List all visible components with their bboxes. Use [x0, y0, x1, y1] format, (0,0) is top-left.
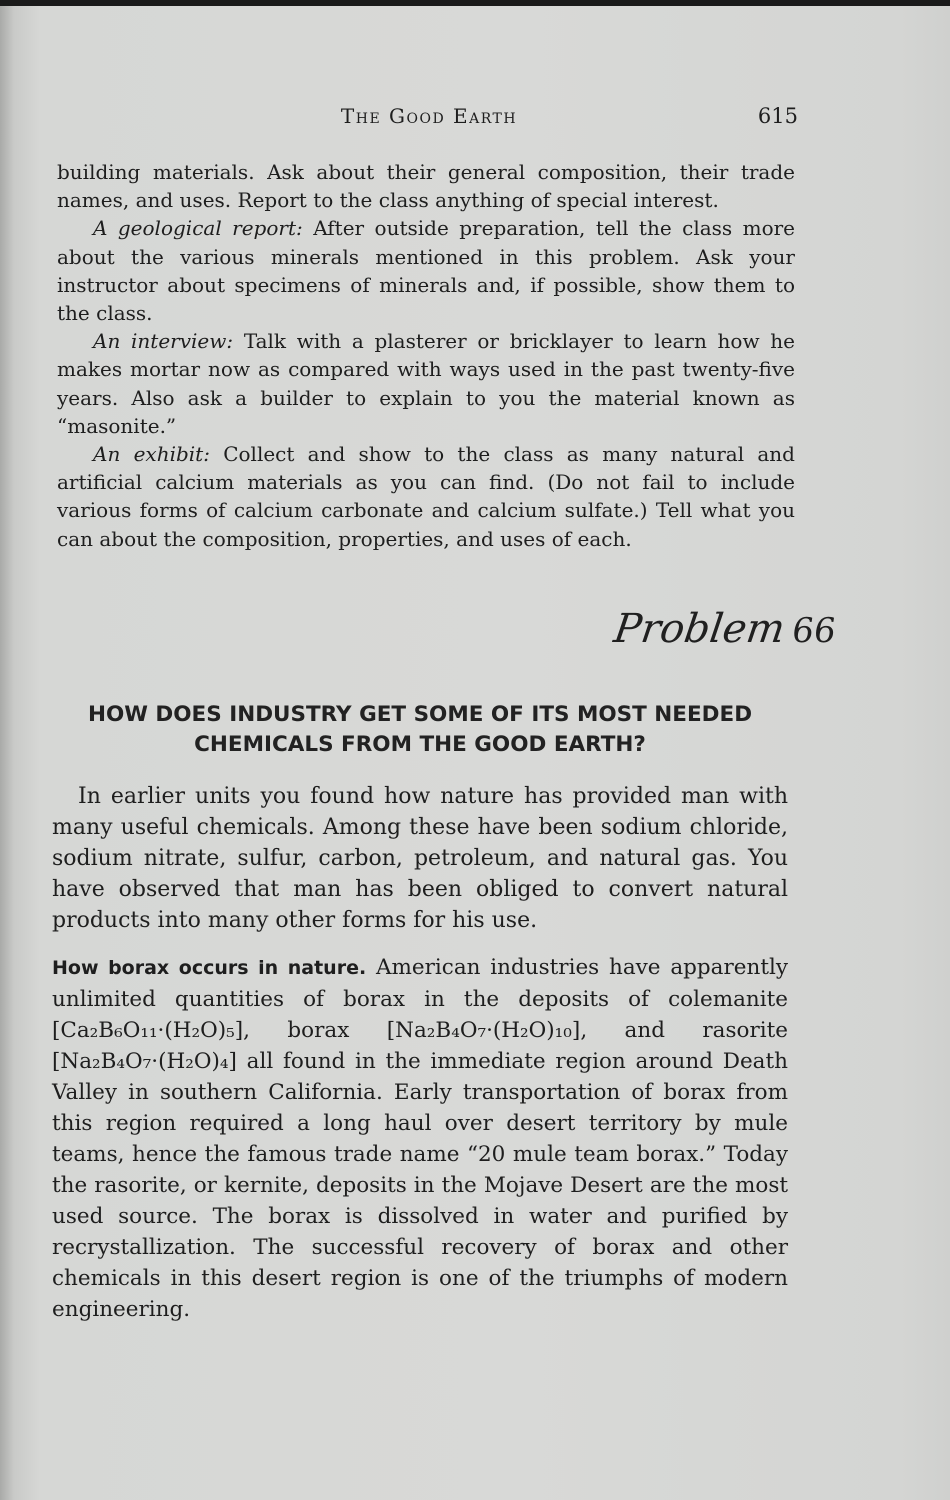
interview-text: Talk with a plasterer or bricklayer to learn how he makes mortar now as compared with ways used in the past twenty-five years. Also ask a builder to explain to you the material known as “masonite.” [57, 329, 795, 438]
intro-block [52, 781, 788, 936]
borax-block [52, 952, 788, 1325]
colemanite-formula: [Ca₂B₆O₁₁·(H₂O)₅] [52, 1018, 244, 1043]
interview-label: An interview: [93, 329, 234, 354]
borax-heading: How borax occurs in nature. [52, 957, 367, 979]
borax-text-1: American industries have apparently unlimited quantities of borax in the deposits of colemanite [52, 955, 788, 1012]
exhibit-para [57, 440, 795, 553]
running-title: The Good Earth [340, 104, 518, 128]
borax-para [52, 952, 788, 1325]
geological-report-text: After outside preparation, tell the class more about the various minerals mentioned in this problem. Ask your instructor about specimens of minerals and, if possible, show them to the class. [57, 216, 796, 326]
exhibit-label: An exhibit: [93, 442, 210, 467]
problem-word: Problem [611, 606, 788, 652]
problem-number: 66 [789, 611, 839, 651]
running-header [60, 100, 798, 132]
problem-label [606, 606, 839, 686]
borax-text-2: , borax [243, 1018, 387, 1043]
interview-para [57, 327, 795, 440]
intro-para: In earlier units you found how nature has provided man with many useful chemicals. Among these have been sodium chloride, sodium nitrate, sulfur, carbon, petroleum, and natural gas. You have observed that man has been obliged to convert natural products into many other forms for his use. [52, 784, 788, 933]
activities-block [57, 158, 795, 553]
geological-report-para [57, 214, 795, 327]
section-title: HOW DOES INDUSTRY GET SOME OF ITS MOST NEEDED CHEMICALS FROM THE GOOD EARTH? [87, 702, 753, 757]
rasorite-formula: [Na₂B₄O₇·(H₂O)₄] [52, 1049, 237, 1074]
activities-para-continued: building materials. Ask about their general composition, their trade names, and uses. Report to the class anything of special interest. [57, 160, 795, 213]
page-number: 615 [757, 104, 798, 128]
scan-top-edge [0, 0, 950, 6]
exhibit-text: Collect and show to the class as many natural and artificial calcium materials as you can find. (Do not fail to include various forms of calcium carbonate and calcium sulfate.) Tell what you can about the composition, properties, and uses of each. [57, 442, 795, 551]
geological-report-label: A geological report: [93, 216, 303, 241]
borax-formula: [Na₂B₄O₇·(H₂O)₁₀] [386, 1018, 581, 1043]
borax-text-3: , and rasorite [580, 1018, 788, 1043]
borax-text-4: all found in the immediate region around Death Valley in southern California. Early transportation of borax from this region required a long haul over desert territory by mule teams, hence the famous trade name “20 mule team borax.” Today the rasorite, or kernite, deposits in the Mojave Desert are the most used source. The borax is dissolved in water and purified by recrystallization. The successful recovery of borax and other chemicals in this desert region is one of the triumphs of modern engineering. [52, 1049, 788, 1322]
